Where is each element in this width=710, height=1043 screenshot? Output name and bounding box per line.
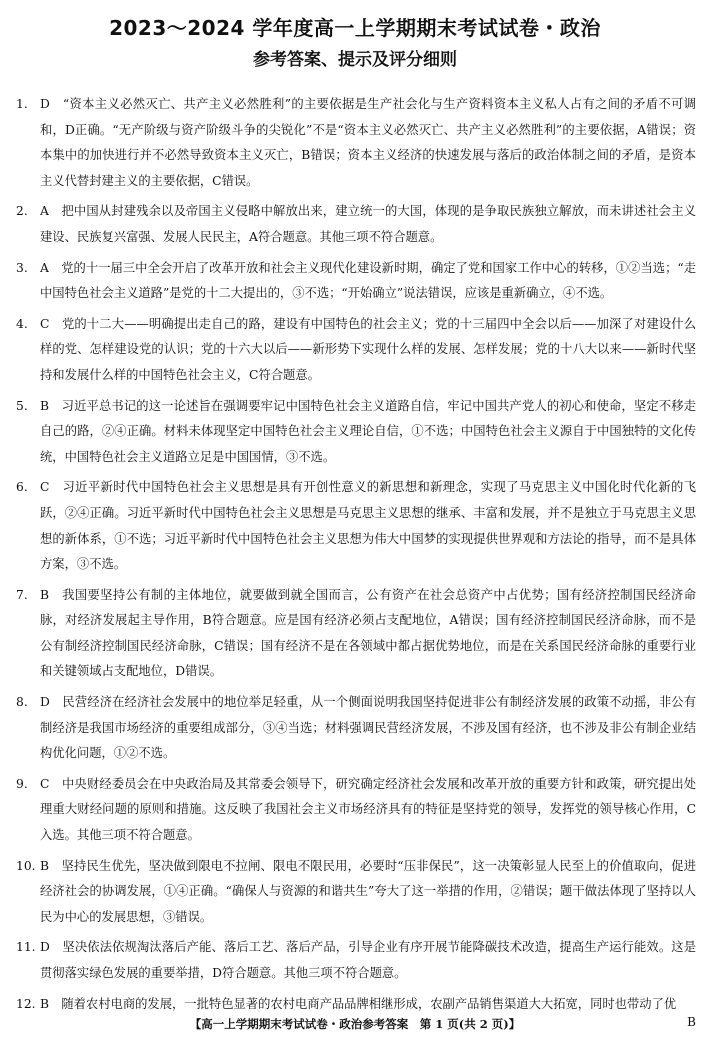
answer-number: 3. [16,260,28,275]
answer-item-10 [16,854,696,931]
answer-item-12 [16,992,696,1018]
answer-text: B 习近平总书记的这一论述旨在强调要牢记中国特色社会主义道路自信，牢记中国共产党人的初心和使命，坚定不移走自己的路，②④正确。材料未体现坚定中国特色社会主义理论自信，①不选；中国特色社会主义源自于中国独特的文化传统，中国特色社会主义道路立足是中国国情，③不选。 [40,398,696,464]
answer-text: C 中央财经委员会在中央政治局及其常委会领导下，研究确定经济社会发展和改革开放的重要方针和政策，研究提出处理重大财经问题的原则和措施。这反映了我国社会主义市场经济具有的特征是坚持党的领导，发挥党的领导核心作用，C入选。其他三项不符合题意。 [40,776,696,843]
answer-item-1 [16,92,696,194]
answer-text: A 把中国从封建残余以及帝国主义侵略中解放出来，建立统一的大国，体现的是争取民族独立解放，而未讲述社会主义建设、民族复兴富强、发展人民民主，A符合题意。其他三项不符合题意。 [40,204,696,244]
answer-number: 8. [16,695,28,710]
answer-item-4 [16,312,696,389]
page-footer: 【高一上学期期末考试试卷・政治参考答案 第 1 页(共 2 页)】 [189,1017,521,1031]
answer-item-5 [16,394,696,471]
answer-text: B 坚持民生优先，坚决做到限电不拉闸、限电不限民用，必要时“压非保民”，这一决策彰显人民至上的价值取向，促进经济社会的协调发展，①④正确。“确保人与资源的和谐共生”夸大了这一举措的作用，②错误；题干做法体现了坚持以人民为中心的发展思想，③错误。 [40,858,696,924]
answer-number: 1. [16,97,28,111]
document-subtitle: 参考答案、提示及评分细则 [253,50,457,70]
answer-item-11 [16,935,696,986]
document-title: 2023～2024 学年度高一上学期期末考试试卷・政治 [109,16,601,40]
answer-number: 12. [16,996,36,1011]
answer-item-6 [16,475,696,577]
answer-item-2 [16,199,696,250]
answer-number: 9. [16,776,28,791]
answer-text: C 习近平新时代中国特色社会主义思想是具有开创性意义的新思想和新理念，实现了马克思主义中国化时代化新的飞跃，②④正确。习近平新时代中国特色社会主义思想是马克思主义思想的继承、丰富和发展，并不是独立于马克思主义思想的新体系，①不选；习近平新时代中国特色社会主义思想为伟大中国梦的实现提供世界观和方法论的指导，而不是具体方案，③不选。 [40,480,696,572]
paper-version-code: B [687,1015,696,1029]
answer-text: D 坚决依法依规淘汰落后产能、落后工艺、落后产品，引导企业有序开展节能降碳技术改造，提高生产运行能效。这是贯彻落实绿色发展的重要举措，D符合题意。其他三项不符合题意。 [40,940,696,980]
answer-text: D “资本主义必然灭亡、共产主义必然胜利”的主要依据是生产社会化与生产资料资本主义私人占有之间的矛盾不可调和，D正确。“无产阶级与资产阶级斗争的尖锐化”不是“资本主义必然灭亡、共产主义必然胜利”的主要依据，A错误；资本集中的加快进行并不必然导致资本主义灭亡，B错误；资本主义经济的快速发展与落后的政治体制之间的矛盾，是资本主义代替封建主义的主要依据，C错误。 [40,97,696,188]
answer-number: 2. [16,204,28,219]
answer-number: 6. [16,480,28,495]
answer-text: D 民营经济在经济社会发展中的地位举足轻重，从一个侧面说明我国坚持促进非公有制经济发展的政策不动摇，非公有制经济是我国市场经济的重要组成部分，③④当选；材料强调民营经济发展，不涉及国有经济，也不涉及非公有制企业结构优化问题，①②不选。 [40,695,696,761]
answer-number: 7. [16,587,28,602]
answer-number: 11. [16,940,36,955]
answer-list [16,92,696,1022]
answer-number: 10. [16,858,36,873]
answer-text: A 党的十一届三中全会开启了改革开放和社会主义现代化建设新时期，确定了党和国家工作中心的转移，①②当选；“走中国特色社会主义道路”是党的十二大提出的，③不选；“开始确立”说法错误，应该是重新确立，④不选。 [40,260,696,301]
answer-item-9 [16,772,696,849]
answer-item-3 [16,256,696,307]
answer-text: C 党的十二大——明确提出走自己的路，建设有中国特色的社会主义；党的十三届四中全会以后——加深了对建设什么样的党、怎样建设党的认识；党的十六大以后——新形势下实现什么样的发展、怎样发展；党的十八大以来——新时代坚持和发展什么样的中国特色社会主义，C符合题意。 [40,316,696,382]
answer-item-7 [16,583,696,685]
answer-item-8 [16,690,696,767]
answer-text: B 随着农村电商的发展，一批特色显著的农村电商产品品牌相继形成，农副产品销售渠道大大拓宽，同时也带动了优 [40,996,677,1011]
answer-text: B 我国要坚持公有制的主体地位，就要做到就全国而言，公有资产在社会总资产中占优势；国有经济控制国民经济命脉，对经济发展起主导作用，B符合题意。应是国有经济必须占支配地位，A错误；国有经济控制国民经济命脉，而不是公有制经济控制国民经济命脉，C错误；国有经济不是在各领域中都占据优势地位，而是在关系国民经济命脉的重要行业和关键领域占支配地位，D错误。 [40,587,696,679]
answer-number: 5. [16,398,28,413]
answer-number: 4. [16,316,28,331]
